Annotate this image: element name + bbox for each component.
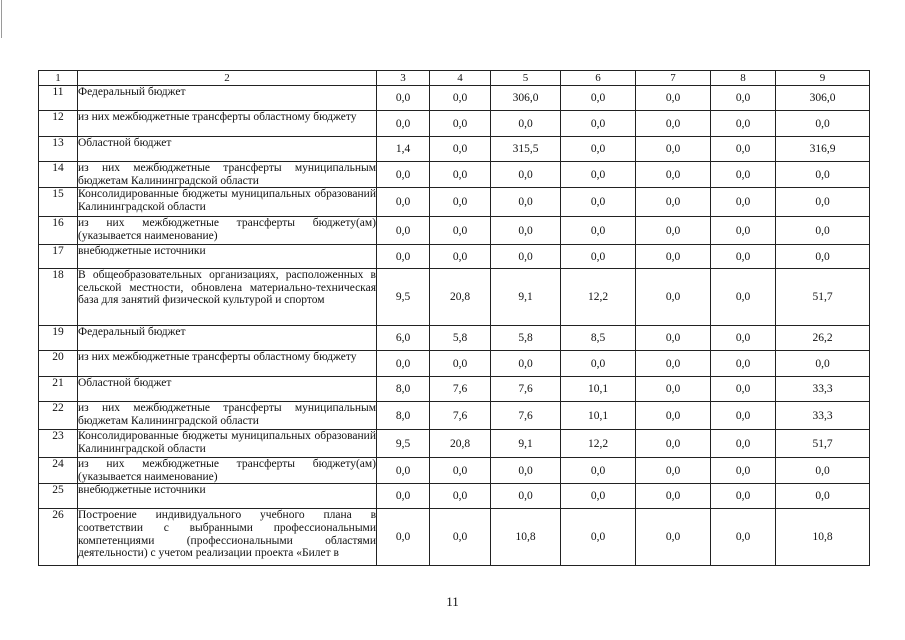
value-cell: 0,0 <box>711 137 776 162</box>
row-description: внебюджетные источники <box>78 484 377 509</box>
value-cell: 315,5 <box>491 137 561 162</box>
page-number: 11 <box>446 594 459 609</box>
column-number: 8 <box>711 71 776 86</box>
value-cell: 0,0 <box>377 458 430 484</box>
value-cell: 0,0 <box>776 484 870 509</box>
value-cell: 10,1 <box>561 377 636 402</box>
column-number: 6 <box>561 71 636 86</box>
value-cell: 0,0 <box>491 245 561 269</box>
row-number: 22 <box>39 402 78 430</box>
row-number: 16 <box>39 217 78 245</box>
value-cell: 0,0 <box>636 86 711 111</box>
value-cell: 0,0 <box>430 458 491 484</box>
value-cell: 0,0 <box>711 86 776 111</box>
row-number: 19 <box>39 326 78 351</box>
budget-table <box>38 70 870 566</box>
column-number: 4 <box>430 71 491 86</box>
value-cell: 0,0 <box>776 351 870 377</box>
value-cell: 316,9 <box>776 137 870 162</box>
value-cell: 6,0 <box>377 326 430 351</box>
value-cell: 0,0 <box>430 111 491 137</box>
value-cell: 0,0 <box>636 458 711 484</box>
row-description: Областной бюджет <box>78 377 377 402</box>
value-cell: 0,0 <box>636 188 711 217</box>
value-cell: 20,8 <box>430 269 491 326</box>
row-description: из них межбюджетные трансферты областному бюджету <box>78 111 377 137</box>
value-cell: 0,0 <box>636 269 711 326</box>
value-cell: 0,0 <box>711 162 776 188</box>
value-cell: 0,0 <box>491 458 561 484</box>
value-cell: 0,0 <box>636 402 711 430</box>
value-cell: 0,0 <box>776 217 870 245</box>
table-row <box>39 162 870 188</box>
value-cell: 0,0 <box>491 111 561 137</box>
value-cell: 10,8 <box>491 509 561 566</box>
value-cell: 0,0 <box>711 402 776 430</box>
value-cell: 33,3 <box>776 377 870 402</box>
value-cell: 0,0 <box>776 162 870 188</box>
row-description: Федеральный бюджет <box>78 326 377 351</box>
value-cell: 0,0 <box>561 86 636 111</box>
value-cell: 0,0 <box>711 484 776 509</box>
row-description: Областной бюджет <box>78 137 377 162</box>
column-number: 2 <box>78 71 377 86</box>
value-cell: 0,0 <box>711 351 776 377</box>
value-cell: 9,1 <box>491 430 561 458</box>
row-number: 23 <box>39 430 78 458</box>
value-cell: 8,5 <box>561 326 636 351</box>
value-cell: 0,0 <box>636 111 711 137</box>
value-cell: 0,0 <box>561 188 636 217</box>
table-row <box>39 458 870 484</box>
value-cell: 0,0 <box>491 188 561 217</box>
value-cell: 0,0 <box>561 351 636 377</box>
table-row <box>39 217 870 245</box>
row-number: 26 <box>39 509 78 566</box>
value-cell: 12,2 <box>561 430 636 458</box>
row-description: из них межбюджетные трансферты бюджету(ам) (указывается наименование) <box>78 458 376 483</box>
table-row <box>39 137 870 162</box>
row-number: 24 <box>39 458 78 484</box>
column-number: 9 <box>776 71 870 86</box>
value-cell: 0,0 <box>377 217 430 245</box>
value-cell: 0,0 <box>776 458 870 484</box>
value-cell: 7,6 <box>430 377 491 402</box>
value-cell: 0,0 <box>377 188 430 217</box>
row-description: В общеобразовательных организациях, расположенных в сельской местности, обновлена материально-техническая база для занятий физической культурой и спортом <box>78 269 377 326</box>
value-cell: 8,0 <box>377 402 430 430</box>
row-description: из них межбюджетные трансферты муниципальным бюджетам Калининградской области <box>78 402 377 430</box>
column-number: 1 <box>39 71 78 86</box>
value-cell: 51,7 <box>776 269 870 326</box>
value-cell: 0,0 <box>711 458 776 484</box>
value-cell: 0,0 <box>561 245 636 269</box>
value-cell: 0,0 <box>561 162 636 188</box>
value-cell: 0,0 <box>636 137 711 162</box>
value-cell: 0,0 <box>491 217 561 245</box>
table-row <box>39 269 870 326</box>
value-cell: 0,0 <box>711 111 776 137</box>
value-cell: 7,6 <box>491 402 561 430</box>
table-row <box>39 402 870 430</box>
row-number: 12 <box>39 111 78 137</box>
value-cell: 0,0 <box>561 458 636 484</box>
row-description: Консолидированные бюджеты муниципальных образований Калининградской области <box>78 188 377 217</box>
table-row <box>39 326 870 351</box>
value-cell: 0,0 <box>776 245 870 269</box>
value-cell: 33,3 <box>776 402 870 430</box>
value-cell: 7,6 <box>491 377 561 402</box>
column-number: 7 <box>636 71 711 86</box>
table-body <box>39 86 870 566</box>
value-cell: 0,0 <box>711 377 776 402</box>
value-cell: 0,0 <box>377 86 430 111</box>
row-description: Консолидированные бюджеты муниципальных образований Калининградской области <box>78 430 377 458</box>
table-row <box>39 484 870 509</box>
value-cell: 0,0 <box>636 351 711 377</box>
value-cell: 0,0 <box>561 484 636 509</box>
value-cell: 0,0 <box>491 484 561 509</box>
value-cell: 10,1 <box>561 402 636 430</box>
value-cell: 5,8 <box>491 326 561 351</box>
value-cell: 0,0 <box>430 86 491 111</box>
value-cell: 0,0 <box>561 137 636 162</box>
row-number: 11 <box>39 86 78 111</box>
row-number: 21 <box>39 377 78 402</box>
table-row <box>39 509 870 566</box>
table-row <box>39 351 870 377</box>
value-cell: 0,0 <box>377 509 430 566</box>
value-cell: 0,0 <box>430 217 491 245</box>
value-cell: 0,0 <box>491 162 561 188</box>
value-cell: 0,0 <box>377 162 430 188</box>
row-number: 20 <box>39 351 78 377</box>
column-number: 5 <box>491 71 561 86</box>
value-cell: 0,0 <box>430 351 491 377</box>
table-row <box>39 377 870 402</box>
value-cell: 9,5 <box>377 269 430 326</box>
table-row <box>39 86 870 111</box>
value-cell: 0,0 <box>430 162 491 188</box>
value-cell: 0,0 <box>561 217 636 245</box>
table-row <box>39 245 870 269</box>
table-row <box>39 111 870 137</box>
value-cell: 51,7 <box>776 430 870 458</box>
value-cell: 0,0 <box>636 162 711 188</box>
row-number: 14 <box>39 162 78 188</box>
value-cell: 0,0 <box>491 351 561 377</box>
value-cell: 0,0 <box>430 245 491 269</box>
value-cell: 0,0 <box>377 351 430 377</box>
row-description: из них межбюджетные трансферты областному бюджету <box>78 351 377 377</box>
row-number: 15 <box>39 188 78 217</box>
row-description: из них межбюджетные трансферты муниципальным бюджетам Калининградской области <box>78 162 376 187</box>
value-cell: 0,0 <box>711 430 776 458</box>
value-cell: 0,0 <box>636 377 711 402</box>
value-cell: 0,0 <box>636 245 711 269</box>
value-cell: 12,2 <box>561 269 636 326</box>
value-cell: 306,0 <box>491 86 561 111</box>
value-cell: 306,0 <box>776 86 870 111</box>
column-number-row <box>39 71 870 86</box>
value-cell: 0,0 <box>636 326 711 351</box>
column-number: 3 <box>377 71 430 86</box>
table-row <box>39 188 870 217</box>
value-cell: 7,6 <box>430 402 491 430</box>
row-description: Федеральный бюджет <box>78 86 377 111</box>
value-cell: 0,0 <box>377 245 430 269</box>
value-cell: 1,4 <box>377 137 430 162</box>
value-cell: 0,0 <box>430 137 491 162</box>
row-description: из них межбюджетные трансферты бюджету(ам) (указывается наименование) <box>78 217 377 245</box>
value-cell: 9,1 <box>491 269 561 326</box>
page-edge-mark <box>1 0 2 38</box>
row-number: 13 <box>39 137 78 162</box>
value-cell: 0,0 <box>636 217 711 245</box>
value-cell: 0,0 <box>561 111 636 137</box>
value-cell: 20,8 <box>430 430 491 458</box>
value-cell: 0,0 <box>711 245 776 269</box>
value-cell: 0,0 <box>636 484 711 509</box>
value-cell: 0,0 <box>636 509 711 566</box>
value-cell: 0,0 <box>711 509 776 566</box>
value-cell: 0,0 <box>636 430 711 458</box>
value-cell: 0,0 <box>430 484 491 509</box>
value-cell: 0,0 <box>430 509 491 566</box>
row-number: 17 <box>39 245 78 269</box>
value-cell: 0,0 <box>776 188 870 217</box>
row-description: внебюджетные источники <box>78 245 377 269</box>
value-cell: 0,0 <box>377 484 430 509</box>
row-number: 18 <box>39 269 78 326</box>
row-number: 25 <box>39 484 78 509</box>
value-cell: 9,5 <box>377 430 430 458</box>
value-cell: 5,8 <box>430 326 491 351</box>
value-cell: 10,8 <box>776 509 870 566</box>
value-cell: 8,0 <box>377 377 430 402</box>
value-cell: 0,0 <box>711 269 776 326</box>
value-cell: 26,2 <box>776 326 870 351</box>
value-cell: 0,0 <box>711 217 776 245</box>
value-cell: 0,0 <box>776 111 870 137</box>
value-cell: 0,0 <box>430 188 491 217</box>
table-row <box>39 430 870 458</box>
value-cell: 0,0 <box>377 111 430 137</box>
value-cell: 0,0 <box>711 188 776 217</box>
value-cell: 0,0 <box>711 326 776 351</box>
value-cell: 0,0 <box>561 509 636 566</box>
row-description: Построение индивидуального учебного плана в соответствии с выбранными профессиональными компетенциями (профессиональными областями деятельности) с учетом реализации проекта «Билет в <box>78 509 377 566</box>
